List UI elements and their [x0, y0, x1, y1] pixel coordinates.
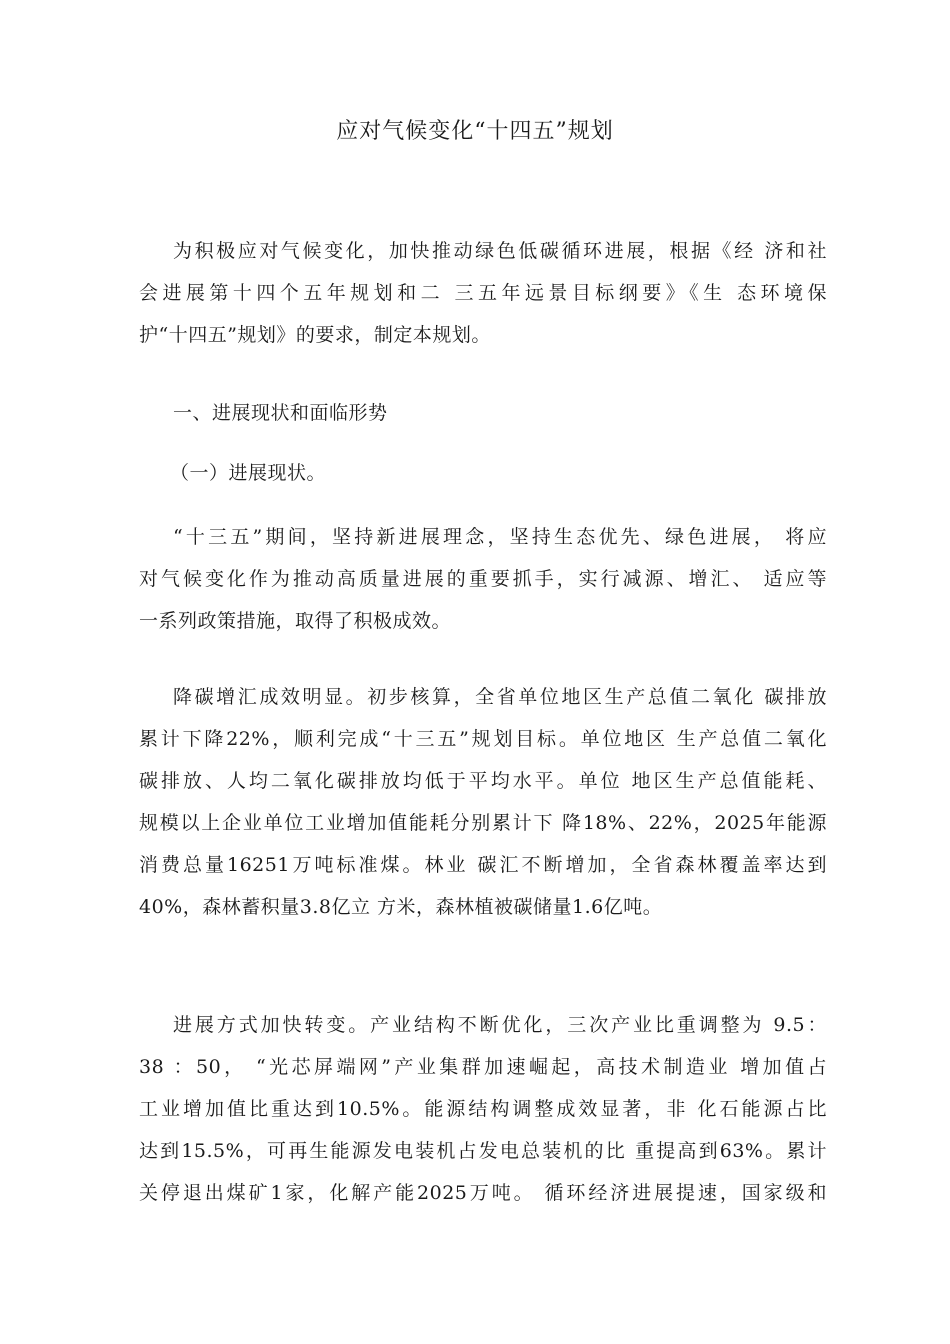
text-line: 护“十四五”规划》的要求，制定本规划。: [139, 324, 491, 346]
text-line: 碳排放、人均二氧化碳排放均低于平均水平。单位 地区生产总值能耗、: [139, 770, 827, 792]
paragraph: [139, 676, 827, 928]
text-line: 累计下降22%，顺利完成“十三五”规划目标。单位地区 生产总值二氧化: [139, 728, 827, 750]
text-line: 关停退出煤矿1家，化解产能2025万吨。 循环经济进展提速，国家级和: [139, 1182, 827, 1204]
text-line: 40%，森林蓄积量3.8亿立 方米，森林植被碳储量1.6亿吨。: [139, 896, 663, 918]
text-line: 会进展第十四个五年规划和二 三五年远景目标纲要》《生 态环境保: [139, 282, 827, 304]
text-line: 工业增加值比重达到10.5%。能源结构调整成效显著，非 化石能源占比: [139, 1098, 827, 1120]
text-line: 38 ：50， “光芯屏端网”产业集群加速崛起，高技术制造业 增加值占: [139, 1056, 827, 1078]
text-line: 消费总量16251万吨标准煤。林业 碳汇不断增加，全省森林覆盖率达到: [139, 854, 827, 876]
text-line: 降碳增汇成效明显。初步核算，全省单位地区生产总值二氧化 碳排放: [173, 686, 827, 708]
text-line: 一系列政策措施，取得了积极成效。: [139, 610, 452, 632]
text-line: 为积极应对气候变化，加快推动绿色低碳循环进展，根据《经 济和社: [173, 240, 827, 262]
subsection-heading: （一）进展现状。: [170, 462, 327, 484]
paragraph: [139, 1004, 827, 1214]
section-heading: 一、进展现状和面临形势: [173, 402, 388, 424]
text-line: 达到15.5%，可再生能源发电装机占发电总装机的比 重提高到63%。累计: [139, 1140, 827, 1162]
text-line: “十三五”期间，坚持新进展理念，坚持生态优先、绿色进展， 将应: [173, 526, 827, 548]
text-line: 规模以上企业单位工业增加值能耗分别累计下 降18%、22%，2025年能源: [139, 812, 827, 834]
text-line: 对气候变化作为推动高质量进展的重要抓手，实行减源、增汇、 适应等: [139, 568, 827, 590]
intro-paragraph: [139, 230, 827, 356]
document-title: 应对气候变化“十四五”规划: [336, 119, 614, 144]
paragraph: [139, 516, 827, 642]
text-line: 进展方式加快转变。产业结构不断优化，三次产业比重调整为 9.5：: [173, 1014, 827, 1036]
